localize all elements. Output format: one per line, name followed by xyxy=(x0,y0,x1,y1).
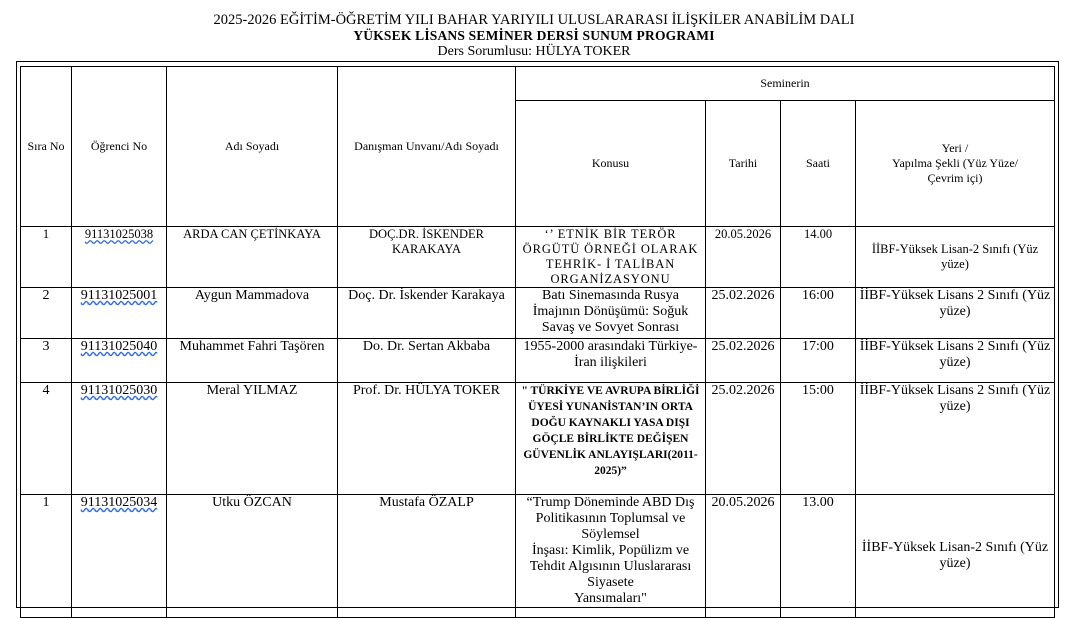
row-konu: ‘’ ETNİK BİR TERÖR ÖRGÜTÜ ÖRNEĞİ OLARAK TEHRİK- İ TALİBAN ORGANİZASYONU xyxy=(516,227,706,288)
document-title: 2025-2026 EĞİTİM-ÖĞRETİM YILI BAHAR YARIYILI ULUSLARARASI İLİŞKİLER ANABİLİM DALI xyxy=(213,12,855,28)
row-tarih: 25.02.2026 xyxy=(706,288,781,339)
row-konu: " TÜRKİYE VE AVRUPA BİRLİĞİ ÜYESİ YUNANİSTAN’IN ORTA DOĞU KAYNAKLI YASA DIŞI GÖÇLE BİRLİKTE DEĞİŞEN GÜVENLİK ANLAYIŞLARI(2011-2025)” xyxy=(516,383,706,495)
row-tarih: 20.05.2026 xyxy=(706,495,781,618)
konu-line: İnşası: Kimlik, Popülizm ve Tehdit Algısının Uluslararası Siyasete xyxy=(529,543,692,590)
row-ogrenci-no xyxy=(72,227,167,288)
col-header-yeri-line2: Yapılma Şekli (Yüz Yüze/ xyxy=(892,156,1018,170)
student-number: 91131025030 xyxy=(80,383,158,398)
row-danisman: Mustafa ÖZALP xyxy=(338,495,516,618)
row-danisman: Do. Dr. Sertan Akbaba xyxy=(338,339,516,383)
row-saat: 16:00 xyxy=(781,288,856,339)
row-sira: 4 xyxy=(21,383,72,495)
row-saat: 17:00 xyxy=(781,339,856,383)
table-row xyxy=(21,339,1055,383)
col-header-yeri-line1: Yeri / xyxy=(941,141,969,155)
row-danisman: DOÇ.DR. İSKENDER KARAKAYA xyxy=(338,227,516,288)
student-number: 91131025038 xyxy=(84,227,154,241)
col-header-tarihi: Tarihi xyxy=(706,101,781,227)
row-saat: 13.00 xyxy=(781,495,856,618)
row-ogrenci-no xyxy=(72,495,167,618)
konu-line: Yansımaları" xyxy=(574,591,647,606)
table-row xyxy=(21,288,1055,339)
row-adi: Meral YILMAZ xyxy=(167,383,338,495)
col-header-saati: Saati xyxy=(781,101,856,227)
row-adi: Muhammet Fahri Taşören xyxy=(167,339,338,383)
seminar-schedule-table xyxy=(20,66,1055,618)
row-adi: Utku ÖZCAN xyxy=(167,495,338,618)
row-sira: 1 xyxy=(21,227,72,288)
col-header-adi-soyadi: Adı Soyadı xyxy=(167,67,338,227)
row-konu: 1955-2000 arasındaki Türkiye-İran ilişkileri xyxy=(516,339,706,383)
row-ogrenci-no xyxy=(72,288,167,339)
row-yer: İİBF-Yüksek Lisans 2 Sınıfı (Yüz yüze) xyxy=(856,339,1055,383)
document-subtitle: YÜKSEK LİSANS SEMİNER DERSİ SUNUM PROGRAMI xyxy=(353,28,715,43)
col-header-sira: Sıra No xyxy=(21,67,72,227)
row-yer: İİBF-Yüksek Lisan-2 Sınıfı (Yüz yüze) xyxy=(856,495,1055,618)
row-ogrenci-no xyxy=(72,339,167,383)
student-number: 91131025034 xyxy=(80,495,158,510)
konu-line: “Trump Döneminde ABD Dış Politikasının Toplumsal ve Söylemsel xyxy=(526,495,695,542)
row-tarih: 20.05.2026 xyxy=(706,227,781,288)
row-ogrenci-no xyxy=(72,383,167,495)
row-konu: Batı Sinemasında Rusya İmajının Dönüşümü: Soğuk Savaş ve Sovyet Sonrası xyxy=(516,288,706,339)
col-header-yeri-line3: Çevrim içi) xyxy=(927,171,983,185)
row-danisman: Prof. Dr. HÜLYA TOKER xyxy=(338,383,516,495)
row-tarih: 25.02.2026 xyxy=(706,383,781,495)
col-header-yeri xyxy=(856,101,1055,227)
row-tarih: 25.02.2026 xyxy=(706,339,781,383)
row-yer: İİBF-Yüksek Lisans 2 Sınıfı (Yüz yüze) xyxy=(856,288,1055,339)
table-row xyxy=(21,227,1055,288)
row-sira: 3 xyxy=(21,339,72,383)
col-header-ogrenci-no: Öğrenci No xyxy=(72,67,167,227)
student-number: 91131025001 xyxy=(80,288,158,303)
col-header-seminerin: Seminerin xyxy=(516,67,1055,101)
table-row xyxy=(21,383,1055,495)
row-yer: İİBF-Yüksek Lisans 2 Sınıfı (Yüz yüze) xyxy=(856,383,1055,495)
row-sira: 2 xyxy=(21,288,72,339)
row-yer: İİBF-Yüksek Lisan-2 Sınıfı (Yüz yüze) xyxy=(856,227,1055,288)
row-adi: ARDA CAN ÇETİNKAYA xyxy=(167,227,338,288)
course-responsible: Ders Sorumlusu: HÜLYA TOKER xyxy=(437,44,631,59)
col-header-konusu: Konusu xyxy=(516,101,706,227)
table-row xyxy=(21,495,1055,618)
student-number: 91131025040 xyxy=(80,339,158,354)
row-konu xyxy=(516,495,706,618)
row-saat: 14.00 xyxy=(781,227,856,288)
row-adi: Aygun Mammadova xyxy=(167,288,338,339)
row-sira: 1 xyxy=(21,495,72,618)
row-danisman: Doç. Dr. İskender Karakaya xyxy=(338,288,516,339)
col-header-danisman: Danışman Unvanı/Adı Soyadı xyxy=(338,67,516,227)
row-saat: 15:00 xyxy=(781,383,856,495)
